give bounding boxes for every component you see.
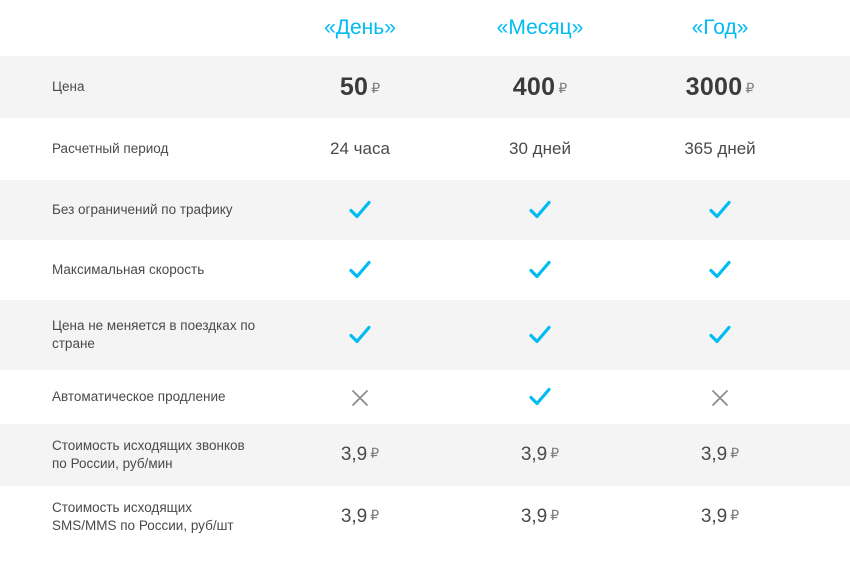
money-value <box>270 444 450 466</box>
row-label: Стоимость исходящих SMS/MMS по России, руб/шт <box>52 500 234 533</box>
row-label: Автоматическое продление <box>52 389 226 404</box>
table-row <box>0 180 850 240</box>
table-row <box>0 118 850 180</box>
table-header-row <box>0 0 850 56</box>
check-icon <box>270 325 450 346</box>
check-icon <box>630 200 810 221</box>
table-row <box>0 56 850 118</box>
check-icon <box>270 260 450 281</box>
price-value <box>450 73 630 102</box>
cross-icon <box>630 387 810 407</box>
check-icon <box>450 200 630 221</box>
currency-symbol: ₽ <box>370 445 380 461</box>
table-row <box>0 424 850 486</box>
period-text: 30 дней <box>509 139 571 158</box>
price-value <box>270 73 450 102</box>
check-icon <box>450 325 630 346</box>
table-row <box>0 486 850 548</box>
currency-symbol: ₽ <box>370 507 380 523</box>
currency-symbol: ₽ <box>558 79 568 96</box>
row-label: Цена <box>52 79 85 94</box>
check-icon <box>450 260 630 281</box>
money-value <box>630 444 810 466</box>
table-row <box>0 300 850 370</box>
money-number: 3,9 <box>520 506 548 527</box>
check-icon <box>450 387 630 408</box>
price-number: 50 <box>339 72 369 101</box>
price-number: 400 <box>512 72 556 101</box>
column-header-month: «Месяц» <box>496 16 584 39</box>
table-row <box>0 240 850 300</box>
money-number: 3,9 <box>340 444 368 465</box>
money-value <box>630 506 810 528</box>
check-icon <box>630 325 810 346</box>
currency-symbol: ₽ <box>550 507 560 523</box>
check-icon <box>270 200 450 221</box>
row-label: Расчетный период <box>52 141 169 156</box>
row-label: Без ограничений по трафику <box>52 202 233 217</box>
table-row <box>0 370 850 424</box>
currency-symbol: ₽ <box>730 445 740 461</box>
price-value <box>630 73 810 102</box>
row-label: Максимальная скорость <box>52 262 205 277</box>
currency-symbol: ₽ <box>730 507 740 523</box>
row-label: Цена не меняется в поездках по стране <box>52 318 256 351</box>
period-text: 365 дней <box>684 139 756 158</box>
row-label: Стоимость исходящих звонков по России, руб/мин <box>52 438 245 471</box>
text-value <box>450 139 630 159</box>
text-value <box>630 139 810 159</box>
money-value <box>270 506 450 528</box>
currency-symbol: ₽ <box>371 79 381 96</box>
money-number: 3,9 <box>340 506 368 527</box>
money-value <box>450 444 630 466</box>
column-header-year: «Год» <box>691 16 749 39</box>
currency-symbol: ₽ <box>745 79 755 96</box>
text-value <box>270 139 450 159</box>
price-number: 3000 <box>685 72 743 101</box>
money-value <box>450 506 630 528</box>
table-body <box>0 56 850 548</box>
column-header-day: «День» <box>324 16 396 39</box>
currency-symbol: ₽ <box>550 445 560 461</box>
money-number: 3,9 <box>700 506 728 527</box>
cross-icon <box>270 387 450 407</box>
money-number: 3,9 <box>700 444 728 465</box>
check-icon <box>630 260 810 281</box>
money-number: 3,9 <box>520 444 548 465</box>
period-text: 24 часа <box>330 139 390 158</box>
